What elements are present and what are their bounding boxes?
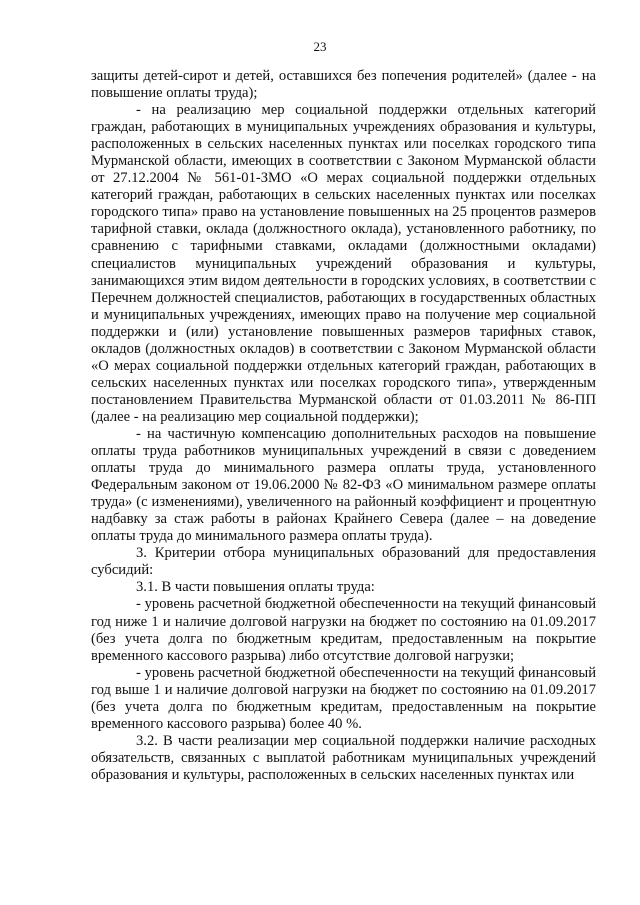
paragraph-social-support: - на реализацию мер социальной поддержки отдельных категорий граждан, работающих в муниципальных учреждениях образования и культуры, расположенных в сельских населенных пунктах или поселках городского типа Мурманской области, имеющих в соответствии с Законом Мурманской области от 27.12.2004 № 561-01-ЗМО «О мерах социальной поддержки отдельных категорий граждан, работающих в сельских населенных пунктах или поселках городского типа» право на установление повышенных на 25 процентов размеров тарифной ставки, оклада (должностного оклада), установленного работнику, по сравнению с тарифными ставками, окладами (должностными окладами) специалистов муниципальных учреждений образования и культуры, занимающихся этим видом деятельности в городских условиях, в соответствии с Перечнем должностей специалистов, работающих в государственных областных и муниципальных учреждениях, имеющих право на получение мер социальной поддержки и (или) установление повышенных размеров тарифных ставок, окладов (должностных окладов) в соответствии с Законом Мурманской области «О мерах социальной поддержки отдельных категорий граждан, работающих в сельских населенных пунктах или поселках городского типа», утвержденным постановлением Правительства Мурманской области от 01.03.2011 № 86-ПП (далее - на реализацию мер социальной поддержки); bbox=[91, 102, 596, 425]
paragraph-section-3-1: 3.1. В части повышения оплаты труда: bbox=[136, 579, 375, 596]
paragraph-criterion-below-1: - уровень расчетной бюджетной обеспеченности на текущий финансовый год ниже 1 и наличие долговой нагрузки на бюджет по состоянию на 01.09.2017 (без учета долга по бюджетным кредитам, предоставленным на покрытие временного кассового разрыва) либо отсутствие долговой нагрузки; bbox=[91, 596, 596, 664]
page-number: 23 bbox=[313, 39, 327, 54]
document-body bbox=[91, 68, 596, 784]
paragraph-criterion-above-1: - уровень расчетной бюджетной обеспеченности на текущий финансовый год выше 1 и наличие долговой нагрузки на бюджет по состоянию на 01.09.2017 (без учета долга по бюджетным кредитам, предоставленным на покрытие временного кассового разрыва) более 40 %. bbox=[91, 664, 596, 732]
paragraph-section-3-2: 3.2. В части реализации мер социальной поддержки наличие расходных обязательств, связанных с выплатой работникам муниципальных учреждений образования и культуры, расположенных в сельских населенных пунктах или bbox=[91, 732, 596, 783]
paragraph-continuation: защиты детей-сирот и детей, оставшихся без попечения родителей» (далее - на повышение оплаты труда); bbox=[91, 68, 596, 102]
paragraph-selection-criteria: 3. Критерии отбора муниципальных образований для предоставления субсидий: bbox=[91, 545, 596, 579]
paragraph-minimum-wage: - на частичную компенсацию дополнительных расходов на повышение оплаты труда работников муниципальных учреждений в связи с доведением оплаты труда до минимального размера оплаты труда, установленного Федеральным законом от 19.06.2000 № 82-ФЗ «О минимальном размере оплаты труда» (с изменениями), увеличенного на районный коэффициент и процентную надбавку за стаж работы в районах Крайнего Севера (далее – на доведение оплаты труда до минимального размера оплаты труда). bbox=[91, 425, 596, 545]
